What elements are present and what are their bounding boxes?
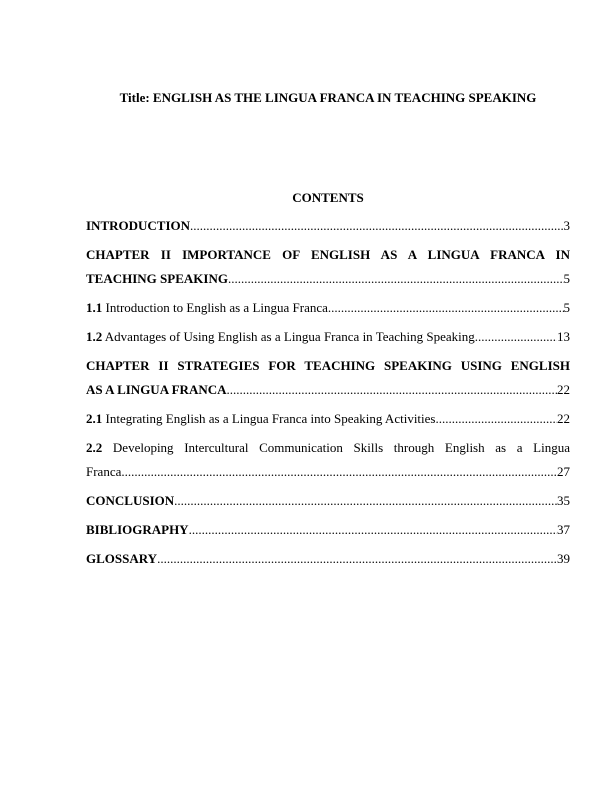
- section-number: 1.2: [86, 329, 103, 344]
- dot-leader: [190, 214, 563, 238]
- dot-leader: [435, 407, 557, 431]
- toc-entry-chapter-2[interactable]: [86, 354, 570, 402]
- section-number: 2.1: [86, 411, 103, 426]
- section-number: 1.1: [86, 300, 103, 315]
- toc-label-line1: Developing Intercultural Communication Skills through English as a Lingua: [112, 440, 570, 455]
- toc-label: Advantages of Using English as a Lingua Franca in Teaching Speaking: [104, 329, 475, 344]
- toc-label: Introduction to English as a Lingua Franca: [105, 300, 328, 315]
- toc-label-line2: Franca: [86, 464, 122, 479]
- toc-page-number: 35: [557, 493, 570, 508]
- toc-entry-introduction[interactable]: [86, 214, 570, 238]
- toc-page-number: 5: [563, 271, 570, 286]
- toc-label-line2: AS A LINGUA FRANCA: [86, 382, 227, 397]
- contents-heading: CONTENTS: [292, 190, 364, 205]
- toc-page-number: 27: [557, 464, 570, 479]
- toc-page-number: 37: [557, 522, 570, 537]
- dot-leader: [475, 325, 557, 349]
- dot-leader: [189, 518, 557, 542]
- toc-entry-2-1[interactable]: [86, 407, 570, 431]
- toc-entry-2-2[interactable]: [86, 436, 570, 484]
- toc-page-number: 22: [557, 382, 570, 397]
- toc-label-line2: TEACHING SPEAKING: [86, 271, 228, 286]
- toc-page-number: 22: [557, 411, 570, 426]
- toc-label: Integrating English as a Lingua Franca into Speaking Activities: [105, 411, 436, 426]
- toc-entry-1-1[interactable]: [86, 296, 570, 320]
- document-title: Title: ENGLISH AS THE LINGUA FRANCA IN TEACHING SPEAKING: [119, 90, 537, 105]
- dot-leader: [121, 460, 557, 484]
- toc-entry-1-2[interactable]: [86, 325, 570, 349]
- toc-label: BIBLIOGRAPHY: [86, 522, 189, 537]
- toc-label: CONCLUSION: [86, 493, 175, 508]
- toc-label-line1: CHAPTER II IMPORTANCE OF ENGLISH AS A LINGUA FRANCA IN: [86, 247, 570, 262]
- section-number: 2.2: [86, 440, 103, 455]
- dot-leader: [227, 378, 558, 402]
- toc-page-number: 13: [557, 329, 570, 344]
- dot-leader: [328, 296, 564, 320]
- dot-leader: [157, 547, 557, 571]
- dot-leader: [174, 489, 557, 513]
- toc-entry-conclusion[interactable]: [86, 489, 570, 513]
- table-of-contents: [86, 214, 570, 576]
- toc-page-number: 5: [563, 300, 570, 315]
- toc-entry-bibliography[interactable]: [86, 518, 570, 542]
- toc-page-number: 3: [563, 218, 570, 233]
- toc-label-line1: CHAPTER II STRATEGIES FOR TEACHING SPEAKING USING ENGLISH: [86, 358, 570, 373]
- toc-label: INTRODUCTION: [86, 218, 191, 233]
- toc-label: GLOSSARY: [86, 551, 158, 566]
- toc-page-number: 39: [557, 551, 570, 566]
- dot-leader: [228, 267, 564, 291]
- toc-entry-glossary[interactable]: [86, 547, 570, 571]
- toc-entry-chapter-1[interactable]: [86, 243, 570, 291]
